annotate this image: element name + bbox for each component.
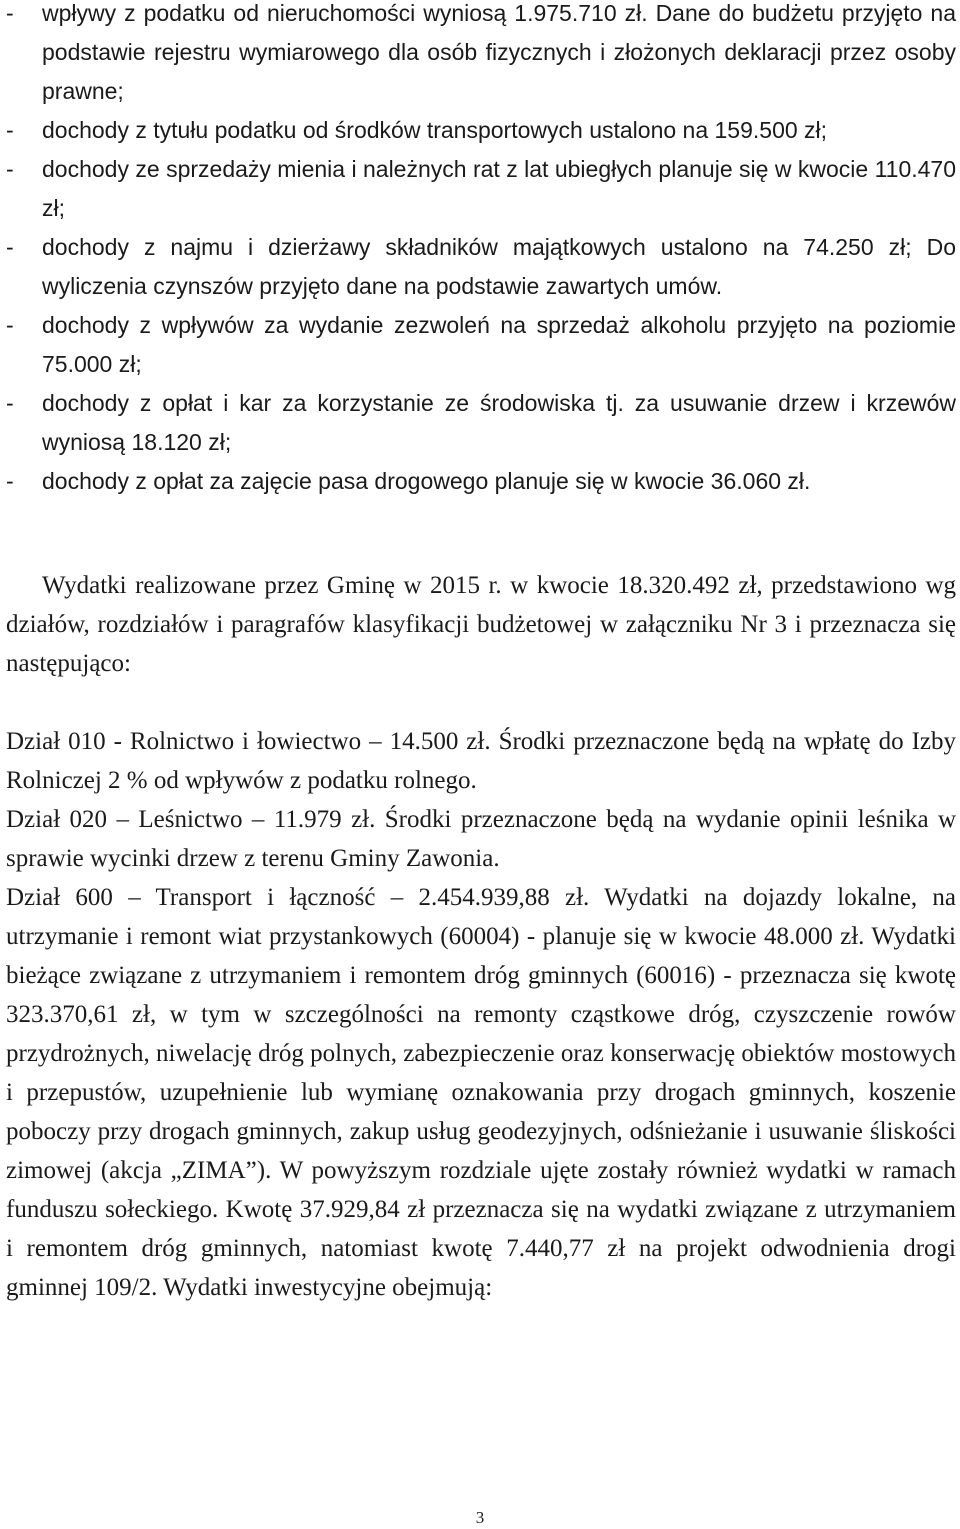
page-number: 3 — [475, 1508, 485, 1527]
bullet-text: wpływy z podatku od nieruchomości wyniosą 1.975.710 zł. Dane do budżetu przyjęto na podstawie rejestru wymiarowego dla osób fizycznych i złożonych deklaracji przez osoby prawne; — [42, 0, 956, 104]
bullet-transport-tax — [6, 111, 956, 150]
bullet-text: dochody ze sprzedaży mienia i należnych rat z lat ubiegłych planuje się w kwocie 110.470 zł; — [42, 156, 956, 221]
bullet-text: dochody z opłat za zajęcie pasa drogowego planuje się w kwocie 36.060 zł. — [42, 468, 811, 494]
revenue-bullet-list — [6, 0, 956, 501]
bullet-dash: - — [6, 117, 14, 143]
bullet-dash: - — [6, 390, 14, 416]
bullet-dash: - — [6, 312, 14, 338]
bullet-text: dochody z opłat i kar za korzystanie ze środowiska tj. za usuwanie drzew i krzewów wyniosą 18.120 zł; — [42, 390, 956, 455]
expenses-intro-paragraph: Wydatki realizowane przez Gminę w 2015 r. w kwocie 18.320.492 zł, przedstawiono wg działów, rozdziałów i paragrafów klasyfikacji budżetowej w załączniku Nr 3 i przeznacza się następująco: — [6, 572, 956, 677]
section-dzial-020: Dział 020 – Leśnictwo – 11.979 zł. Środki przeznaczone będą na wydanie opinii leśnika w sprawie wycinki drzew z terenu Gminy Zawonia. — [6, 806, 956, 872]
bullet-property-tax — [6, 0, 956, 111]
bullet-alcohol-permits — [6, 306, 956, 384]
bullet-property-sale — [6, 150, 956, 228]
bullet-text: dochody z wpływów za wydanie zezwoleń na sprzedaż alkoholu przyjęto na poziomie 75.000 zł; — [42, 312, 956, 377]
bullet-text: dochody z najmu i dzierżawy składników majątkowych ustalono na 74.250 zł; Do wyliczenia czynszów przyjęto dane na podstawie zawartych umów. — [42, 234, 956, 299]
bullet-environment-fees — [6, 384, 956, 462]
bullet-rent-lease — [6, 228, 956, 306]
bullet-dash: - — [6, 156, 14, 182]
bullet-dash: - — [6, 234, 14, 260]
bullet-dash: - — [6, 468, 14, 494]
bullet-road-lane-fees — [6, 462, 956, 501]
bullet-text: dochody z tytułu podatku od środków transportowych ustalono na 159.500 zł; — [42, 117, 828, 143]
section-dzial-010: Dział 010 - Rolnictwo i łowiectwo – 14.500 zł. Środki przeznaczone będą na wpłatę do Izby Rolniczej 2 % od wpływów z podatku rolnego. — [6, 728, 956, 794]
bullet-dash: - — [6, 0, 14, 26]
section-dzial-600: Dział 600 – Transport i łączność – 2.454.939,88 zł. Wydatki na dojazdy lokalne, na utrzymanie i remont wiat przystankowych (60004) - planuje się w kwocie 48.000 zł. Wydatki bieżące związane z utrzymaniem i remontem dróg gminnych (60016) - przeznacza się kwotę 323.370,61 zł, w tym w szczególności na remonty cząstkowe dróg, czyszczenie rowów przydrożnych, niwelację dróg polnych, zabezpieczenie oraz konserwację obiektów mostowych i przepustów, uzupełnienie lub wymianę oznakowania przy drogach gminnych, koszenie poboczy przy drogach gminnych, zakup usług geodezyjnych, odśnieżanie i usuwanie śliskości zimowej (akcja „ZIMA”). W powyższym rozdziale ujęte zostały również wydatki w ramach funduszu sołeckiego. Kwotę 37.929,84 zł przeznacza się na wydatki związane z utrzymaniem i remontem dróg gminnych, natomiast kwotę 7.440,77 zł na projekt odwodnienia drogi gminnej 109/2. Wydatki inwestycyjne obejmują: — [6, 884, 956, 1301]
